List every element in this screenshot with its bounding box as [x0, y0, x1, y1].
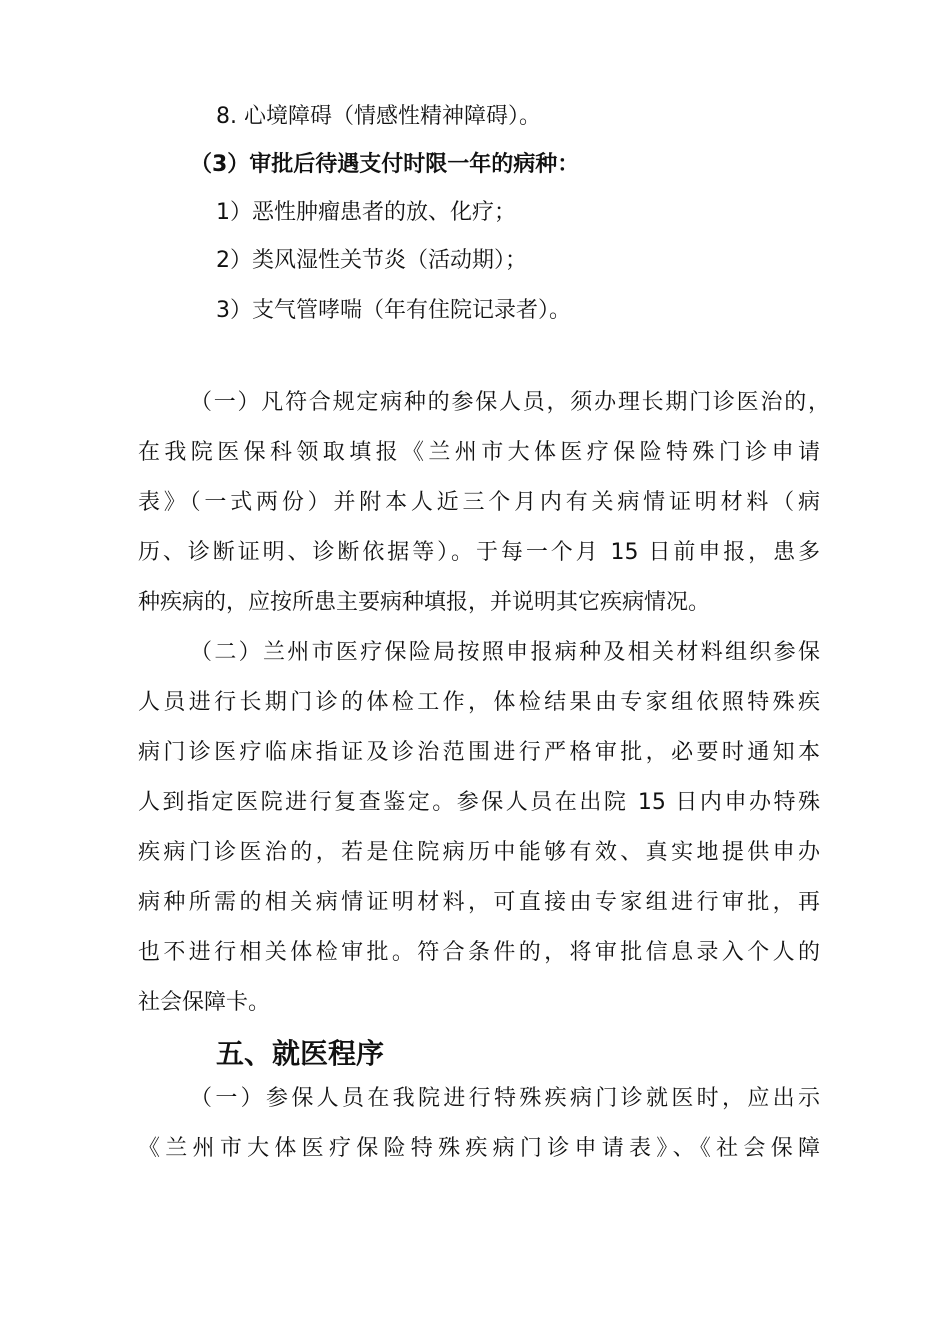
paragraph-2-line-4: 人到指定医院进行复查鉴定。参保人员在出院 15 日内申办特殊	[138, 790, 820, 815]
paragraph-1-line-4: 历、诊断证明、诊断依据等）。于每一个月 15 日前申报，患多	[138, 540, 820, 565]
list-item-8: 8. 心境障碍（情感性精神障碍）。	[216, 104, 541, 129]
paragraph-1-line-2: 在我院医保科领取填报《兰州市大体医疗保险特殊门诊申请	[138, 440, 820, 465]
paragraph-3-line-1: （一）参保人员在我院进行特殊疾病门诊就医时，应出示	[190, 1086, 820, 1111]
paragraph-2-line-6: 病种所需的相关病情证明材料，可直接由专家组进行审批，再	[138, 890, 820, 915]
paragraph-3-line-2: 《兰州市大体医疗保险特殊疾病门诊申请表》、《社会保障	[138, 1136, 820, 1161]
paragraph-1-line-3: 表》（一式两份）并附本人近三个月内有关病情证明材料（病	[138, 490, 820, 515]
section-5-heading: 五、就医程序	[216, 1037, 385, 1070]
section-3-title: （3）审批后待遇支付时限一年的病种：	[190, 152, 580, 177]
paragraph-2-line-2: 人员进行长期门诊的体检工作，体检结果由专家组依照特殊疾	[138, 690, 820, 715]
paragraph-1-line-1: （一）凡符合规定病种的参保人员，须办理长期门诊医治的，	[190, 390, 830, 415]
paragraph-2-line-3: 病门诊医疗临床指证及诊治范围进行严格审批，必要时通知本	[138, 740, 820, 765]
section-3-item-2: 2）类风湿性关节炎（活动期）；	[216, 248, 527, 273]
section-3-item-1: 1）恶性肿瘤患者的放、化疗；	[216, 200, 516, 225]
paragraph-2-line-8: 社会保障卡。	[138, 990, 271, 1015]
paragraph-2-line-1: （二）兰州市医疗保险局按照申报病种及相关材料组织参保	[190, 640, 820, 665]
paragraph-2-line-7: 也不进行相关体检审批。符合条件的，将审批信息录入个人的	[138, 940, 820, 965]
paragraph-1-line-5: 种疾病的，应按所患主要病种填报，并说明其它疾病情况。	[138, 590, 711, 615]
paragraph-2-line-5: 疾病门诊医治的，若是住院病历中能够有效、真实地提供申办	[138, 840, 820, 865]
section-3-item-3: 3）支气管哮喘（年有住院记录者）。	[216, 298, 571, 323]
